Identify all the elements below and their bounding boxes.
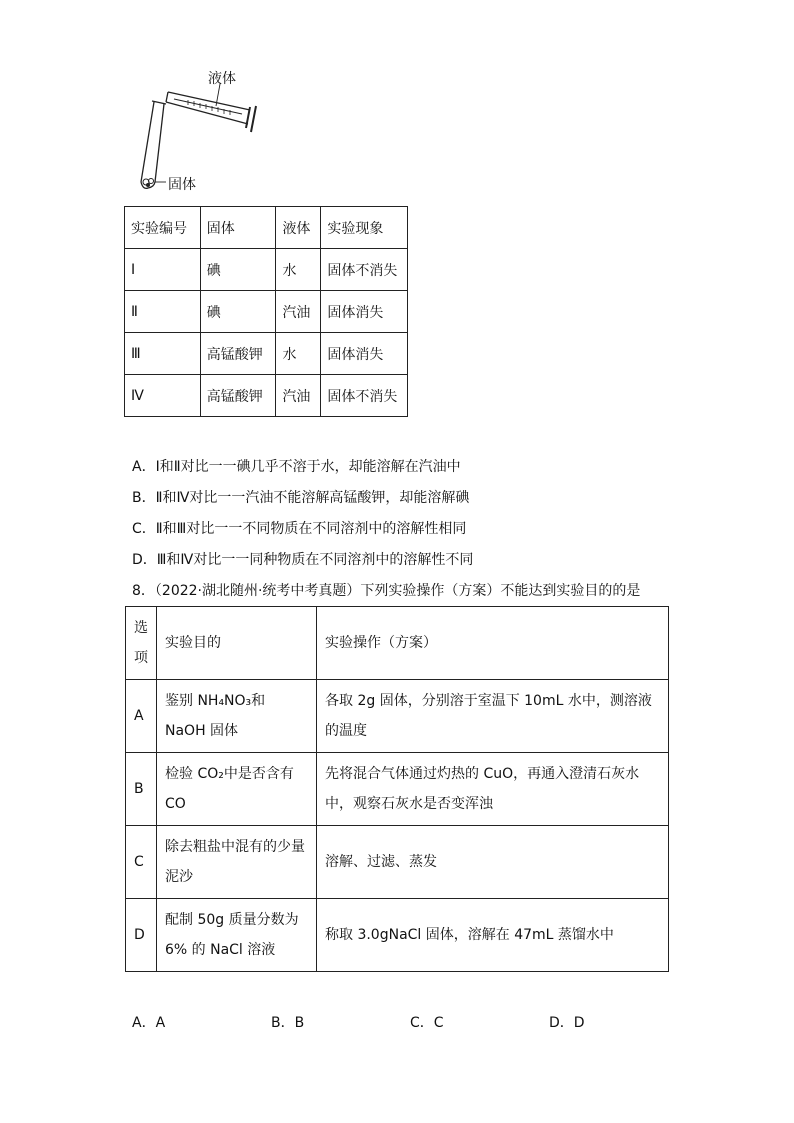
table-cell: Ⅰ bbox=[125, 249, 201, 291]
table-cell: Ⅲ bbox=[125, 333, 201, 375]
table-cell: A bbox=[126, 680, 157, 753]
q7-option-b: B．Ⅱ和Ⅳ对比一一汽油不能溶解高锰酸钾，却能溶解碘 bbox=[132, 490, 470, 506]
table-cell: 汽油 bbox=[276, 291, 321, 333]
table-cell: Ⅱ bbox=[125, 291, 201, 333]
q8-table bbox=[125, 606, 669, 972]
q7-option-a: A．Ⅰ和Ⅱ对比一一碘几乎不溶于水，却能溶解在汽油中 bbox=[132, 459, 461, 475]
table-cell: 汽油 bbox=[276, 375, 321, 417]
table-cell: 固体消失 bbox=[321, 333, 408, 375]
q8-option-a: A．A bbox=[132, 1015, 166, 1031]
table-row bbox=[126, 680, 669, 753]
table-cell: 碘 bbox=[200, 249, 276, 291]
solid-label: 固体 bbox=[168, 177, 196, 193]
graduated-cylinder bbox=[166, 84, 256, 132]
table-cell: 高锰酸钾 bbox=[200, 375, 276, 417]
table-row bbox=[125, 375, 408, 417]
table-cell: 水 bbox=[276, 333, 321, 375]
table-cell: 除去粗盐中混有的少量泥沙 bbox=[157, 826, 317, 899]
table-cell: 固体不消失 bbox=[321, 375, 408, 417]
test-tube bbox=[141, 101, 166, 188]
table-cell: B bbox=[126, 753, 157, 826]
table-cell: 配制 50g 质量分数为 6% 的 NaCl 溶液 bbox=[157, 899, 317, 972]
table-row bbox=[125, 249, 408, 291]
table-cell: Ⅳ bbox=[125, 375, 201, 417]
table-header-row bbox=[126, 607, 669, 680]
table-row bbox=[125, 333, 408, 375]
table-header-cell: 实验编号 bbox=[125, 207, 201, 249]
liquid-label: 液体 bbox=[208, 71, 236, 87]
q8-option-d: D．D bbox=[549, 1015, 585, 1031]
table-cell: 碘 bbox=[200, 291, 276, 333]
table-header-cell: 实验现象 bbox=[321, 207, 408, 249]
q8-option-b: B．B bbox=[271, 1015, 305, 1031]
solid-particles bbox=[143, 179, 154, 188]
table-cell: 固体不消失 bbox=[321, 249, 408, 291]
table-header-cell: 固体 bbox=[200, 207, 276, 249]
experiment-table bbox=[124, 206, 408, 417]
q8-option-c: C．C bbox=[410, 1015, 444, 1031]
table-cell: 先将混合气体通过灼热的 CuO，再通入澄清石灰水中，观察石灰水是否变浑浊 bbox=[317, 753, 669, 826]
table-header-cell: 实验目的 bbox=[157, 607, 317, 680]
table-row bbox=[126, 753, 669, 826]
apparatus-figure bbox=[130, 62, 270, 197]
table-cell: 水 bbox=[276, 249, 321, 291]
table-cell: 高锰酸钾 bbox=[200, 333, 276, 375]
table-header-row bbox=[125, 207, 408, 249]
table-cell: C bbox=[126, 826, 157, 899]
table-row bbox=[126, 826, 669, 899]
table-cell: D bbox=[126, 899, 157, 972]
table-cell: 溶解、过滤、蒸发 bbox=[317, 826, 669, 899]
q7-option-d: D．Ⅲ和Ⅳ对比一一同种物质在不同溶剂中的溶解性不同 bbox=[132, 552, 474, 568]
table-cell: 固体消失 bbox=[321, 291, 408, 333]
table-cell: 称取 3.0gNaCl 固体，溶解在 47mL 蒸馏水中 bbox=[317, 899, 669, 972]
table-header-cell: 液体 bbox=[276, 207, 321, 249]
table-cell: 检验 CO₂中是否含有 CO bbox=[157, 753, 317, 826]
table-header-cell: 实验操作（方案） bbox=[317, 607, 669, 680]
table-cell: 各取 2g 固体，分别溶于室温下 10mL 水中，测溶液的温度 bbox=[317, 680, 669, 753]
q8-stem: 8．（2022·湖北随州·统考中考真题）下列实验操作（方案）不能达到实验目的的是 bbox=[132, 583, 641, 599]
table-row bbox=[125, 291, 408, 333]
table-cell: 鉴别 NH₄NO₃和 NaOH 固体 bbox=[157, 680, 317, 753]
q7-option-c: C．Ⅱ和Ⅲ对比一一不同物质在不同溶剂中的溶解性相同 bbox=[132, 521, 467, 537]
table-header-cell: 选项 bbox=[126, 607, 157, 680]
table-row bbox=[126, 899, 669, 972]
